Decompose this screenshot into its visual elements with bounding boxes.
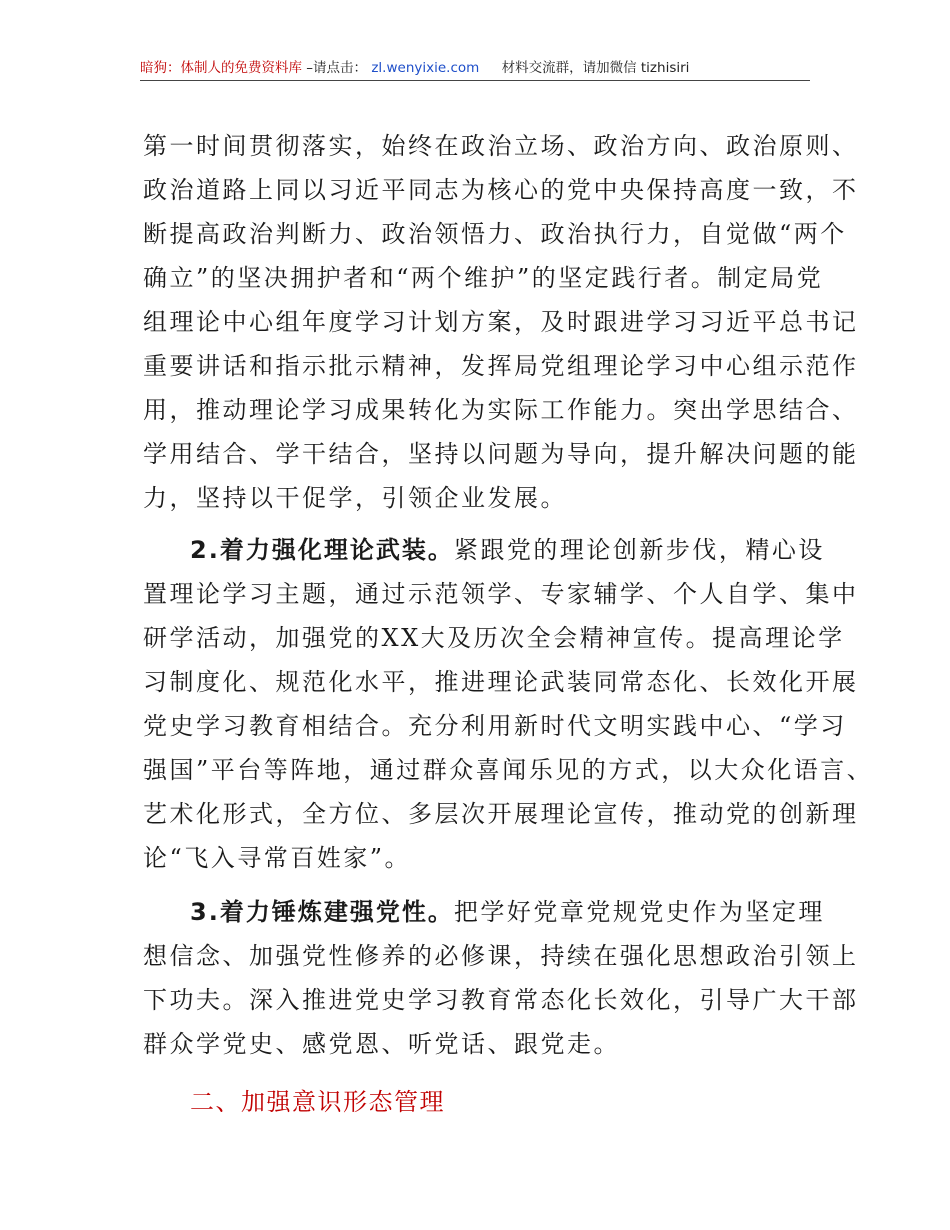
body-line: 群众学党史、感党恩、听党话、跟党走。: [143, 1030, 620, 1058]
header-link[interactable]: zl.wenyixie.com: [371, 60, 480, 76]
body-line: 论“飞入寻常百姓家”。: [143, 844, 412, 872]
paragraph-title: 2.着力强化理论武装。: [190, 536, 454, 564]
header-divider: [140, 80, 810, 81]
body-line: 用，推动理论学习成果转化为实际工作能力。突出学思结合、: [143, 396, 859, 424]
body-line: 组理论中心组年度学习计划方案，及时跟进学习习近平总书记: [143, 308, 859, 336]
body-line: 习制度化、规范化水平，推进理论武装同常态化、长效化开展: [143, 668, 859, 696]
body-line: 艺术化形式，全方位、多层次开展理论宣传，推动党的创新理: [143, 800, 859, 828]
header-contact: 材料交流群，请加微信 tizhisiri: [501, 60, 690, 76]
body-line: 政治道路上同以习近平同志为核心的党中央保持高度一致，不: [143, 176, 859, 204]
body-line: 党史学习教育相结合。充分利用新时代文明实践中心、“学习: [143, 712, 847, 740]
paragraph-first-text: 把学好党章党规党史作为坚定理: [453, 898, 825, 926]
paragraph-title: 3.着力锤炼建强党性。: [190, 898, 454, 926]
body-line: 想信念、加强党性修养的必修课，持续在强化思想政治引领上: [143, 942, 859, 970]
header-cta: –请点击：: [306, 60, 368, 76]
body-line: 下功夫。深入推进党史学习教育常态化长效化，引导广大干部: [143, 986, 859, 1014]
page-header: [140, 56, 810, 80]
header-brand: 暗狗：体制人的免费资料库: [140, 60, 302, 76]
body-line: 确立”的坚决拥护者和“两个维护”的坚定践行者。制定局党: [143, 264, 824, 292]
body-line: 强国”平台等阵地，通过群众喜闻乐见的方式，以大众化语言、: [143, 756, 874, 784]
body-line: 重要讲话和指示批示精神，发挥局党组理论学习中心组示范作: [143, 352, 859, 380]
body-line: 研学活动，加强党的XX大及历次全会精神宣传。提高理论学: [143, 624, 845, 652]
paragraph-lead: [190, 528, 825, 572]
section-heading: 二、加强意识形态管理: [190, 1088, 445, 1116]
body-line: 置理论学习主题，通过示范领学、专家辅学、个人自学、集中: [143, 580, 859, 608]
body-line: 力，坚持以干促学，引领企业发展。: [143, 484, 567, 512]
body-line: 断提高政治判断力、政治领悟力、政治执行力，自觉做“两个: [143, 220, 847, 248]
paragraph-first-text: 紧跟党的理论创新步伐，精心设: [453, 536, 825, 564]
paragraph-lead: [190, 890, 825, 934]
body-line: 第一时间贯彻落实，始终在政治立场、政治方向、政治原则、: [143, 132, 859, 160]
body-line: 学用结合、学干结合，坚持以问题为导向，提升解决问题的能: [143, 440, 859, 468]
